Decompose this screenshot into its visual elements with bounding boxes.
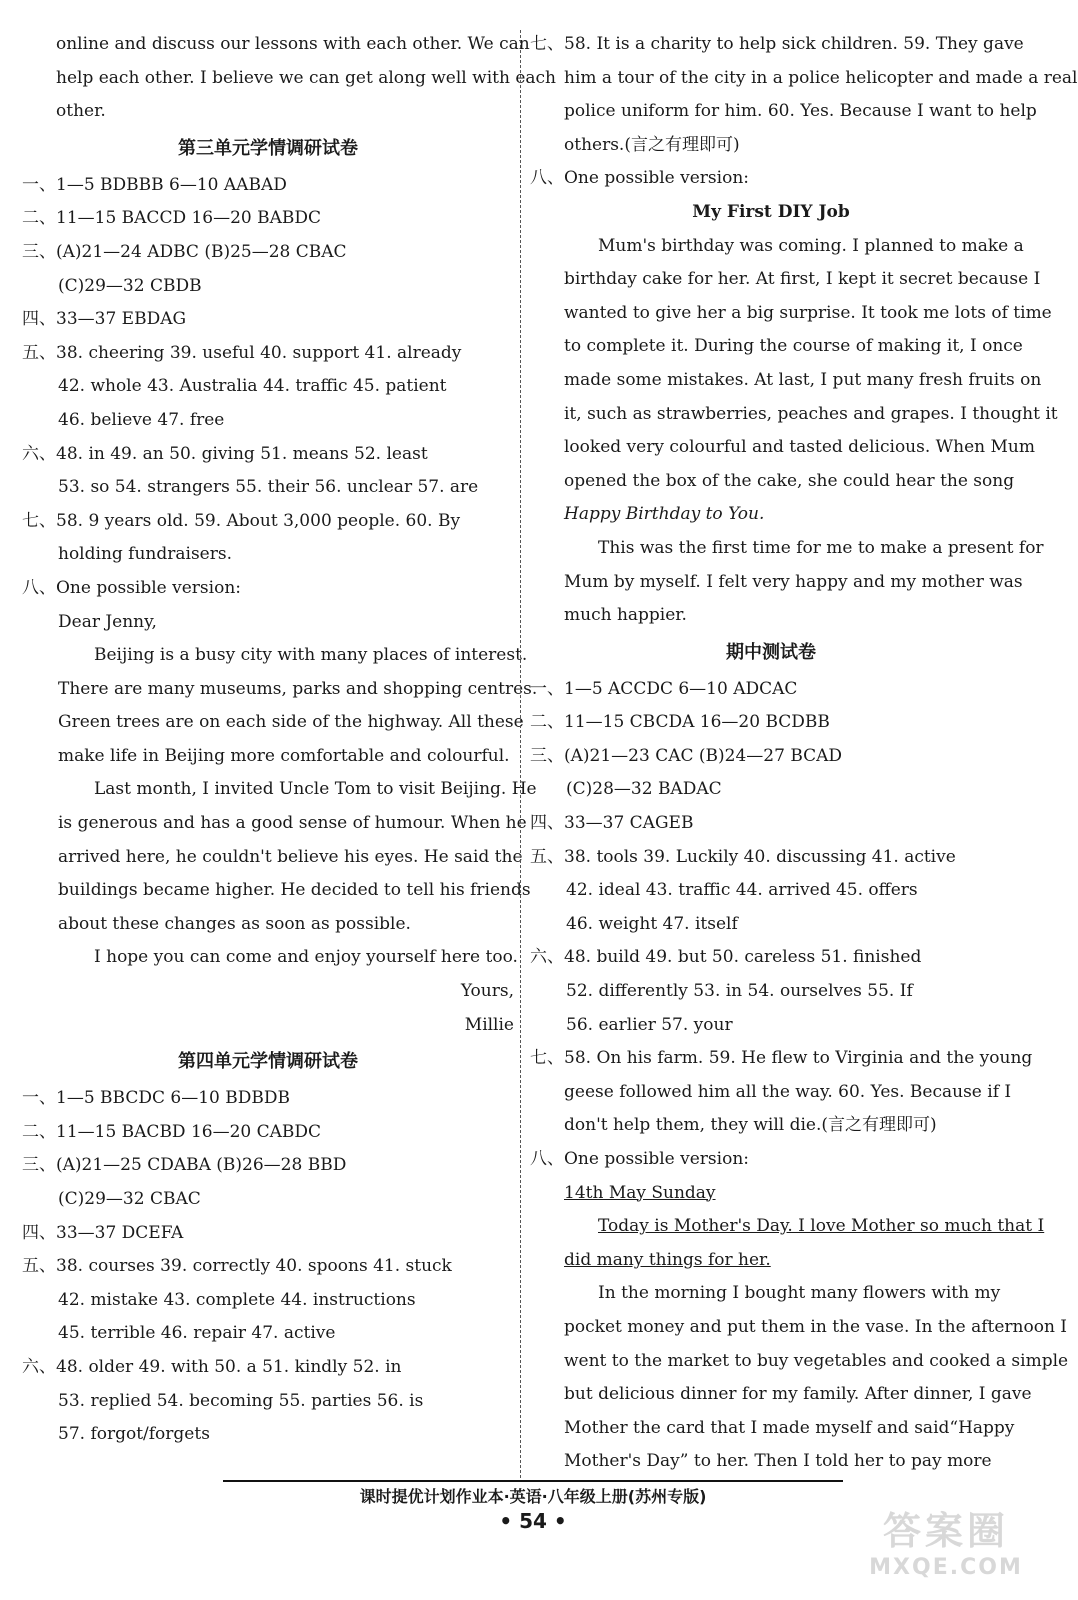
text-line: 42. whole 43. Australia 44. traffic 45. patient [58, 376, 447, 397]
text-line: pocket money and put them in the vase. In the afternoon I [564, 1316, 1068, 1337]
text-line: 六、48. in 49. an 50. giving 51. means 52. least [22, 443, 428, 464]
text-line: (C)29—32 CBDB [58, 275, 202, 296]
text-line: it, such as strawberries, peaches and grapes. I thought it [564, 403, 1058, 424]
text-line: There are many museums, parks and shopping centres. [58, 678, 538, 699]
text-line: birthday cake for her. At first, I kept it secret because I [564, 269, 1041, 290]
text-line: 三、(A)21—23 CAC (B)24—27 BCAD [530, 745, 843, 766]
text-line: made some mistakes. At last, I put many fresh fruits on [564, 369, 1042, 390]
text-line: much happier. [564, 605, 687, 626]
text-line: him a tour of the city in a police helicopter and made a real [564, 67, 1078, 88]
text-line: about these changes as soon as possible. [58, 913, 411, 934]
text-line: Today is Mother's Day. I love Mother so much that I [598, 1216, 1045, 1237]
text-line: Mum's birthday was coming. I planned to make a [598, 235, 1024, 256]
left-column [22, 28, 556, 1452]
text-line: 二、11—15 BACBD 16—20 CABDC [22, 1121, 322, 1142]
text-line: 三、(A)21—25 CDABA (B)26—28 BBD [22, 1155, 347, 1176]
text-line: 六、48. older 49. with 50. a 51. kindly 52. in [22, 1356, 402, 1377]
text-line: other. [56, 101, 106, 122]
text-line: 六、48. build 49. but 50. careless 51. finished [530, 947, 922, 968]
text-line: 八、One possible version: [530, 168, 749, 189]
text-line: geese followed him all the way. 60. Yes. Because if I [564, 1081, 1012, 1102]
text-line: 一、1—5 BDBBB 6—10 AABAD [22, 174, 287, 195]
text-line: 七、58. 9 years old. 59. About 3,000 people. 60. By [22, 510, 461, 531]
text-line: 七、58. It is a charity to help sick children. 59. They gave [530, 34, 1024, 54]
watermark-url: MXQE.COM [869, 1555, 1023, 1580]
text-line: police uniform for him. 60. Yes. Because I want to help [564, 101, 1037, 122]
text-line: did many things for her. [564, 1249, 771, 1270]
section-heading: 第三单元学情调研试卷 [178, 137, 358, 159]
text-line: 52. differently 53. in 54. ourselves 55. If [566, 981, 913, 1002]
text-line: 46. believe 47. free [58, 409, 225, 430]
text-line: Dear Jenny, [58, 611, 157, 632]
text-line: 八、One possible version: [530, 1149, 749, 1169]
text-line: help each other. I believe we can get along well with each [56, 67, 556, 88]
text-line: 14th May Sunday [564, 1182, 716, 1203]
watermark-text: 答案圈 [882, 1509, 1009, 1553]
column-divider [520, 30, 521, 1478]
text-line: 四、33—37 DCEFA [22, 1222, 184, 1243]
text-line: 三、(A)21—24 ADBC (B)25—28 CBAC [22, 241, 347, 262]
text-line: 46. weight 47. itself [566, 913, 738, 934]
text-line: Mother the card that I made myself and said“Happy [564, 1417, 1015, 1438]
text-line: 42. mistake 43. complete 44. instructions [58, 1289, 416, 1310]
text-line: Mum by myself. I felt very happy and my mother was [564, 571, 1023, 592]
section-heading: 期中测试卷 [726, 641, 816, 663]
text-line: Beijing is a busy city with many places of interest. [94, 645, 528, 666]
text-line: holding fundraisers. [58, 544, 232, 565]
text-line: Happy Birthday to You. [564, 504, 765, 525]
text-line: 一、1—5 BBCDC 6—10 BDBDB [22, 1088, 290, 1109]
right-column [530, 28, 1078, 1479]
page-number: • 54 • [499, 1509, 567, 1533]
text-line: wanted to give her a big surprise. It took me lots of time [564, 302, 1052, 323]
text-line: I hope you can come and enjoy yourself here too. [94, 947, 518, 968]
text-line: opened the box of the cake, she could hear the song [564, 470, 1015, 491]
text-line: 57. forgot/forgets [58, 1424, 210, 1445]
text-line: This was the first time for me to make a present for [598, 537, 1044, 558]
text-line: Green trees are on each side of the highway. All these [58, 712, 524, 733]
text-line: buildings became higher. He decided to tell his friends [58, 880, 531, 901]
text-line: (C)28—32 BADAC [566, 779, 722, 800]
text-line: My First DIY Job [692, 201, 850, 222]
book-series-title: 课时提优计划作业本·英语·八年级上册(苏州专版) [359, 1487, 707, 1506]
text-line: 42. ideal 43. traffic 44. arrived 45. offers [566, 880, 918, 901]
text-line: (C)29—32 CBAC [58, 1189, 201, 1209]
footer-rule [223, 1480, 843, 1482]
text-line: make life in Beijing more comfortable and colourful. [58, 745, 510, 766]
text-line: but delicious dinner for my family. After dinner, I gave [564, 1384, 1032, 1405]
section-heading: 第四单元学情调研试卷 [178, 1051, 358, 1073]
text-line: others.(言之有理即可) [564, 134, 740, 155]
text-line: 二、11—15 CBCDA 16—20 BCDBB [530, 712, 830, 733]
text-line: 五、38. cheering 39. useful 40. support 41. already [22, 342, 462, 363]
text-line: 一、1—5 ACCDC 6—10 ADCAC [530, 678, 798, 699]
text-line: 八、One possible version: [22, 577, 241, 598]
text-line: 四、33—37 EBDAG [22, 309, 187, 330]
text-line: 45. terrible 46. repair 47. active [58, 1323, 336, 1344]
text-line: went to the market to buy vegetables and cooked a simple [564, 1350, 1069, 1371]
text-line: online and discuss our lessons with each other. We can [56, 34, 530, 54]
text-line: Millie [464, 1014, 514, 1035]
text-line: In the morning I bought many flowers with my [598, 1283, 1001, 1304]
text-line: 56. earlier 57. your [566, 1014, 733, 1035]
text-line: arrived here, he couldn't believe his eyes. He said the [58, 846, 523, 867]
watermark-logo [856, 1500, 1036, 1590]
text-line: 53. so 54. strangers 55. their 56. unclear 57. are [58, 477, 479, 498]
text-line: don't help them, they will die.(言之有理即可) [564, 1115, 937, 1136]
text-line: Mother's Day” to her. Then I told her to pay more [564, 1451, 992, 1472]
text-line: 四、33—37 CAGEB [530, 813, 694, 834]
text-line: 二、11—15 BACCD 16—20 BABDC [22, 208, 322, 229]
text-line: to complete it. During the course of making it, I once [564, 336, 1023, 357]
text-line: looked very colourful and tasted delicious. When Mum [564, 437, 1035, 458]
text-line: Last month, I invited Uncle Tom to visit Beijing. He [94, 779, 537, 800]
text-line: Yours, [460, 981, 514, 1002]
text-line: 53. replied 54. becoming 55. parties 56. is [58, 1390, 424, 1411]
text-line: is generous and has a good sense of humour. When he [58, 813, 527, 834]
text-line: 五、38. tools 39. Luckily 40. discussing 41. active [530, 846, 956, 867]
text-line: 七、58. On his farm. 59. He flew to Virginia and the young [530, 1048, 1033, 1069]
text-line: 五、38. courses 39. correctly 40. spoons 41. stuck [22, 1256, 452, 1277]
